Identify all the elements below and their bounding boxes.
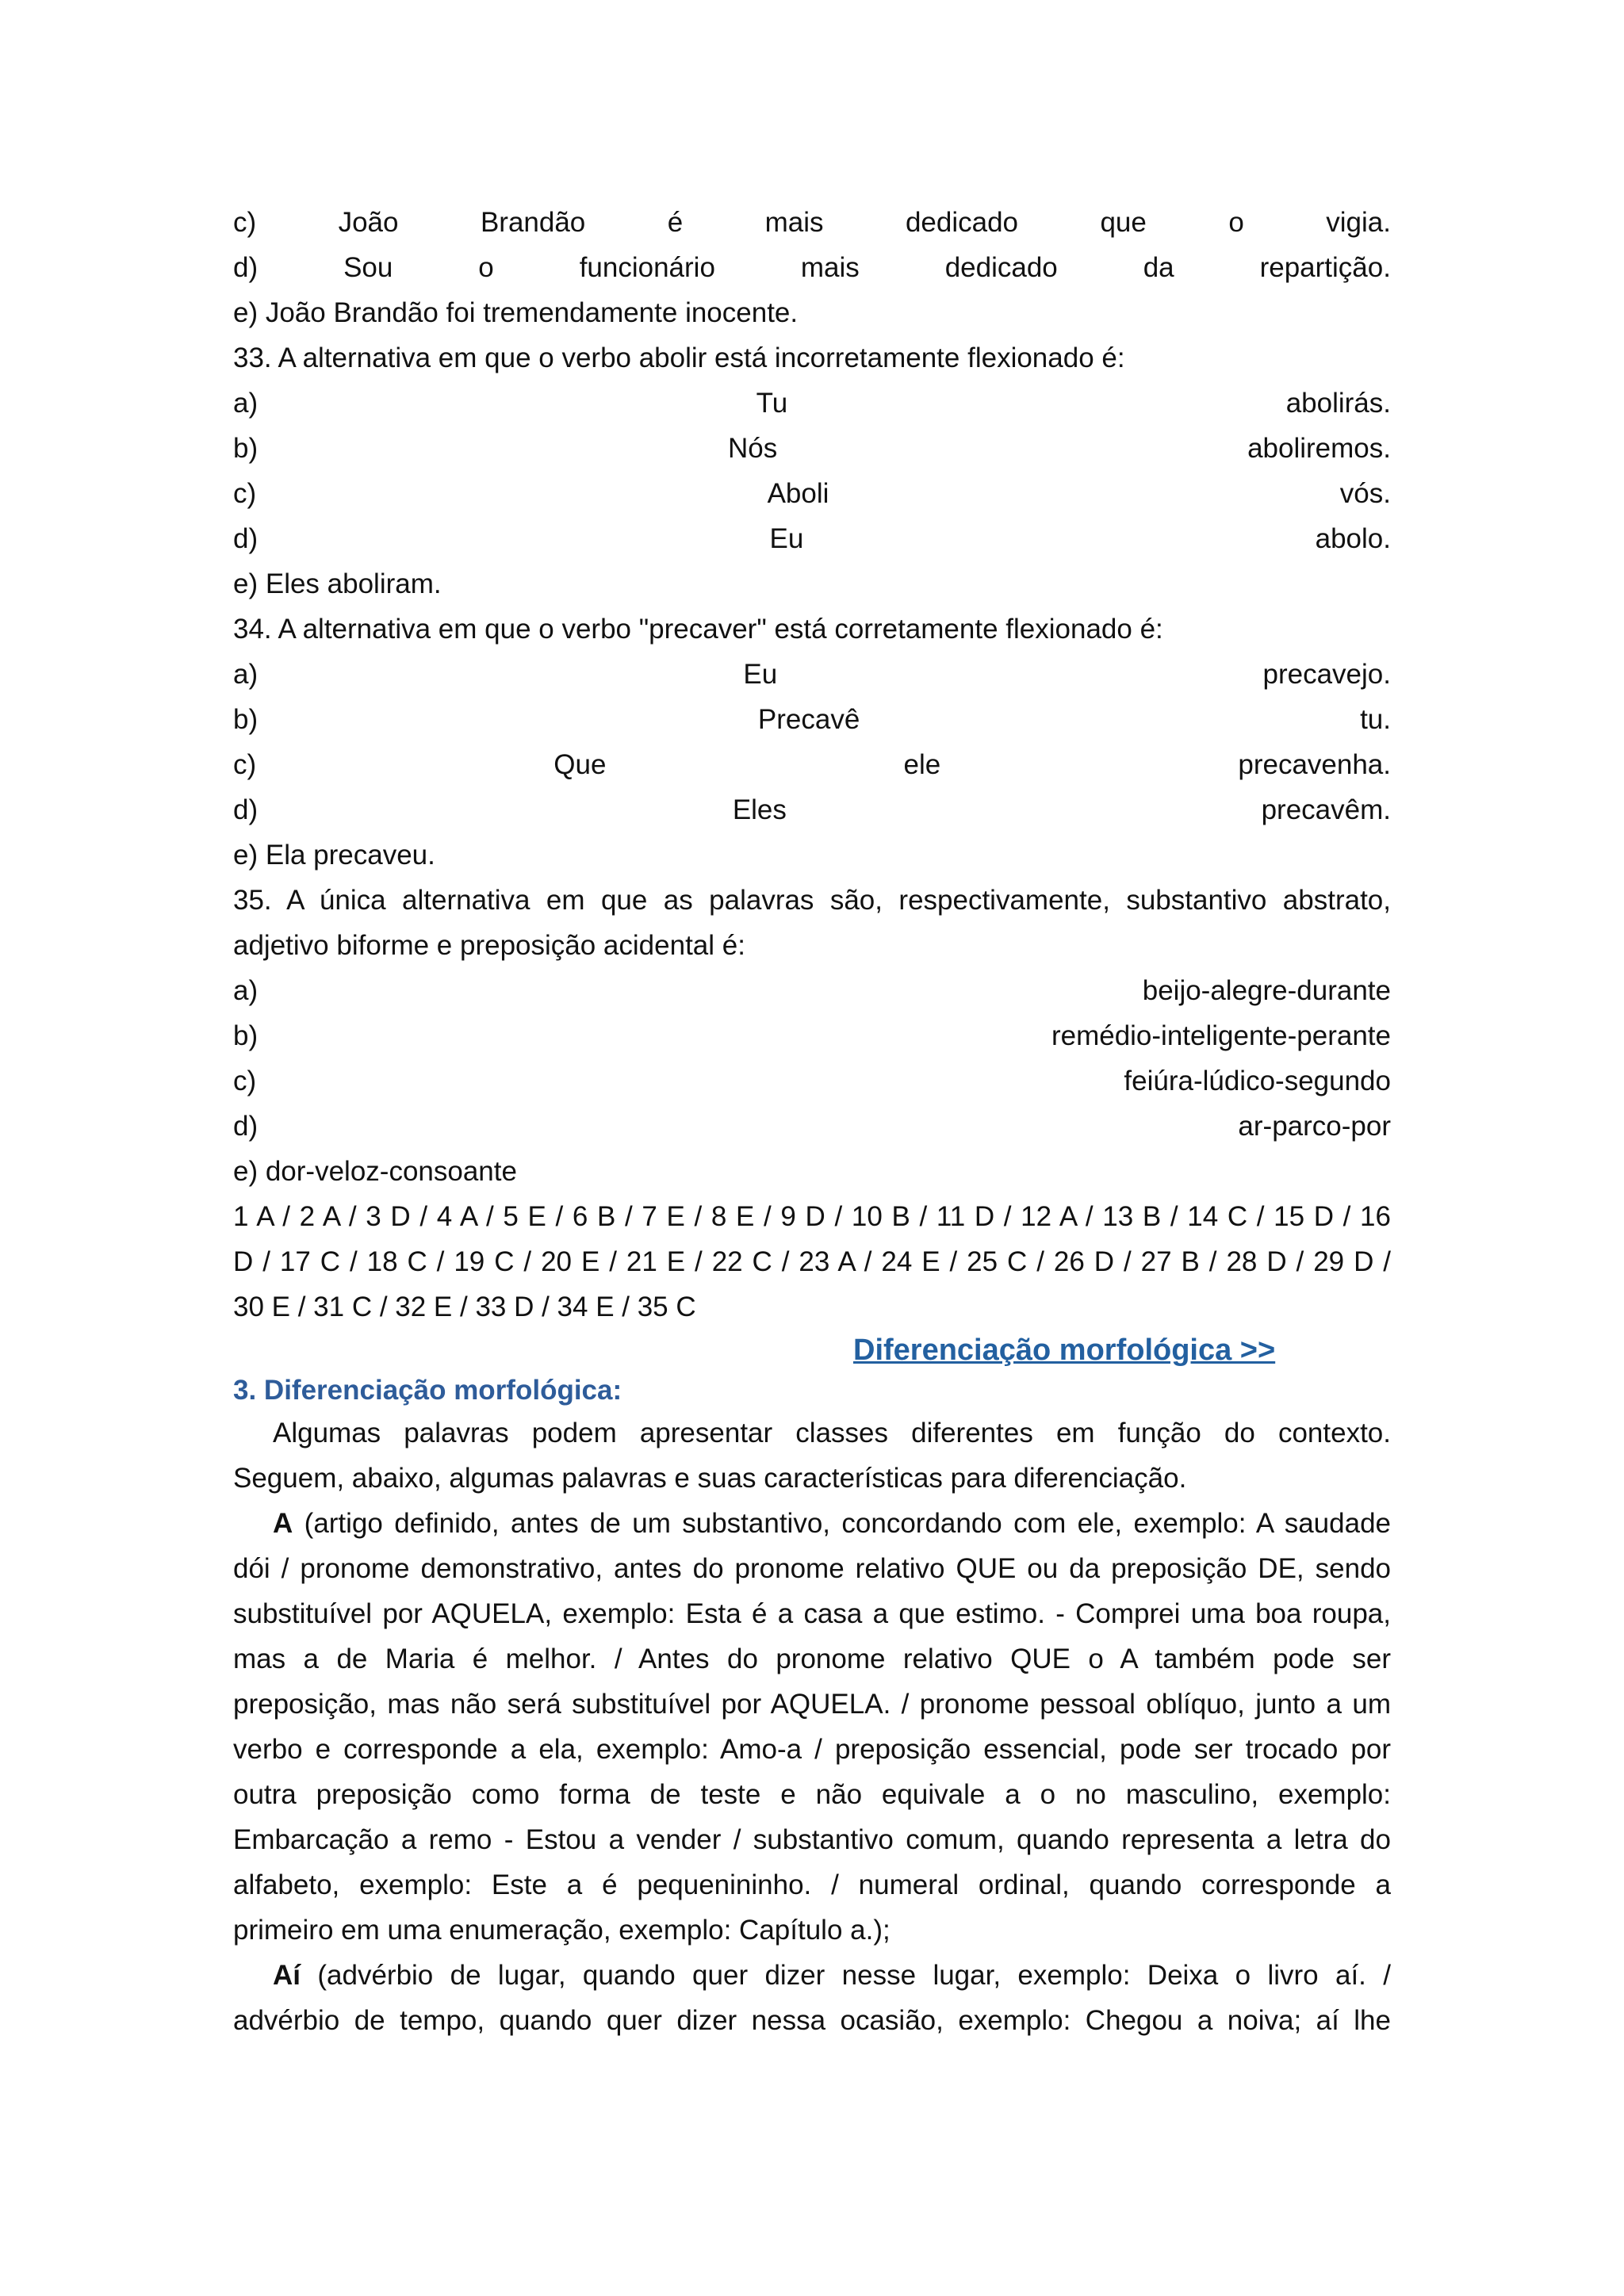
option-line <box>233 1058 1391 1104</box>
page-content <box>233 200 1391 2043</box>
diferenciacao-link[interactable]: Diferenciação morfológica >> <box>853 1334 1276 1367</box>
paragraph-line: advérbio de tempo, quando quer dizer nessa ocasião, exemplo: Chegou a noiva; aí lhe <box>233 2005 1391 2036</box>
option-word: d) <box>233 1111 259 1142</box>
option-line <box>233 787 1391 832</box>
paragraph-line: preposição, mas não será substituível por AQUELA. / pronome pessoal oblíquo, junto a um <box>233 1689 1391 1720</box>
option-word: Eles <box>732 794 787 825</box>
exercise-block <box>233 200 1391 1330</box>
option-word: a) <box>233 388 259 419</box>
text-line: 34. A alternativa em que o verbo "precaver" está corretamente flexionado é: <box>233 614 1163 645</box>
text-line: e) Ela precaveu. <box>233 840 435 871</box>
option-word: abolo. <box>1315 523 1391 554</box>
term-word: Aí <box>273 1960 301 1991</box>
paragraph-line: primeiro em uma enumeração, exemplo: Capítulo a.); <box>233 1915 891 1946</box>
option-word: Eu <box>743 659 778 690</box>
paragraph <box>233 1953 1391 2043</box>
paragraph-line: Seguem, abaixo, algumas palavras e suas características para diferenciação. <box>233 1463 1187 1494</box>
option-word: mais <box>764 207 824 238</box>
option-word: funcionário <box>579 252 715 283</box>
term-word: A <box>273 1508 293 1539</box>
option-line <box>233 968 1391 1013</box>
option-word: ele <box>903 749 941 780</box>
option-word: b) <box>233 704 259 735</box>
option-word: remédio-inteligente-perante <box>1051 1020 1391 1051</box>
section-title: 3. Diferenciação morfológica: <box>233 1375 622 1406</box>
option-word: que <box>1100 207 1147 238</box>
option-line <box>233 200 1391 245</box>
paragraph-line: substituível por AQUELA, exemplo: Esta é a casa a que estimo. - Comprei uma boa roupa, <box>233 1598 1391 1629</box>
option-line <box>233 652 1391 697</box>
option-line <box>233 471 1391 516</box>
option-word: abolirás. <box>1285 388 1391 419</box>
option-word: Tu <box>756 388 788 419</box>
option-word: é <box>667 207 684 238</box>
section-body <box>233 1410 1391 2043</box>
option-word: dedicado <box>944 252 1058 283</box>
option-word: b) <box>233 433 259 464</box>
text-line: 33. A alternativa em que o verbo abolir está incorretamente flexionado é: <box>233 342 1125 373</box>
option-word: Precavê <box>757 704 860 735</box>
option-word: feiúra-lúdico-segundo <box>1124 1066 1391 1096</box>
paragraph-line <box>233 1501 1391 1546</box>
option-line <box>233 1013 1391 1058</box>
option-line <box>233 697 1391 742</box>
option-word: o <box>1228 207 1244 238</box>
paragraph-line: verbo e corresponde a ela, exemplo: Amo-a / preposição essencial, pode ser trocado por <box>233 1734 1391 1765</box>
option-word: precavejo. <box>1262 659 1391 690</box>
option-word: repartição. <box>1259 252 1391 283</box>
option-word: dedicado <box>905 207 1019 238</box>
option-word: da <box>1143 252 1174 283</box>
option-word: Que <box>553 749 607 780</box>
option-word: Nós <box>727 433 778 464</box>
option-word: o <box>478 252 494 283</box>
option-word: d) <box>233 252 259 283</box>
option-line <box>233 245 1391 290</box>
paragraph-line: Embarcação a remo - Estou a vender / substantivo comum, quando representa a letra do <box>233 1824 1391 1855</box>
option-word: Eu <box>769 523 804 554</box>
option-word: Aboli <box>767 478 829 509</box>
option-word: d) <box>233 523 259 554</box>
paragraph-line: alfabeto, exemplo: Este a é pequenininho. / numeral ordinal, quando corresponde a <box>233 1869 1391 1900</box>
option-word: vigia. <box>1326 207 1391 238</box>
text-line: 35. A única alternativa em que as palavras são, respectivamente, substantivo abstrato, <box>233 885 1391 916</box>
option-word: a) <box>233 975 259 1006</box>
option-line <box>233 516 1391 561</box>
option-word: c) <box>233 1066 257 1096</box>
line-text: (artigo definido, antes de um substantivo, concordando com ele, exemplo: A saudade <box>293 1508 1391 1539</box>
option-word: a) <box>233 659 259 690</box>
option-word: ar-parco-por <box>1238 1111 1391 1142</box>
option-word: Brandão <box>480 207 586 238</box>
option-word: Sou <box>343 252 393 283</box>
option-word: tu. <box>1360 704 1391 735</box>
option-line <box>233 426 1391 471</box>
line-text: (advérbio de lugar, quando quer dizer nesse lugar, exemplo: Deixa o livro aí. / <box>301 1960 1391 1991</box>
paragraph-line: mas a de Maria é melhor. / Antes do pronome relativo QUE o A também pode ser <box>233 1644 1391 1674</box>
option-word: aboliremos. <box>1247 433 1391 464</box>
text-line: 1 A / 2 A / 3 D / 4 A / 5 E / 6 B / 7 E / 8 E / 9 D / 10 B / 11 D / 12 A / 13 B / 14 C / 15 D / 16 <box>233 1201 1391 1232</box>
paragraph-line <box>233 1953 1391 1998</box>
text-line: adjetivo biforme e preposição acidental é: <box>233 930 745 961</box>
option-word: vós. <box>1339 478 1391 509</box>
option-word: c) <box>233 478 257 509</box>
paragraph <box>233 1410 1391 1501</box>
paragraph <box>233 1501 1391 1953</box>
paragraph-line: Algumas palavras podem apresentar classes diferentes em função do contexto. <box>273 1418 1391 1448</box>
option-line <box>233 1104 1391 1149</box>
option-word: precavenha. <box>1238 749 1391 780</box>
option-word: precavêm. <box>1261 794 1391 825</box>
option-word: beijo-alegre-durante <box>1142 975 1391 1006</box>
option-line <box>233 381 1391 426</box>
option-word: c) <box>233 207 257 238</box>
option-line <box>233 742 1391 787</box>
option-word: c) <box>233 749 257 780</box>
option-word: d) <box>233 794 259 825</box>
text-line: D / 17 C / 18 C / 19 C / 20 E / 21 E / 22 C / 23 A / 24 E / 25 C / 26 D / 27 B / 28 D / 29 D / <box>233 1246 1391 1277</box>
option-word: mais <box>800 252 860 283</box>
option-word: b) <box>233 1020 259 1051</box>
paragraph-line: outra preposição como forma de teste e não equivale a o no masculino, exemplo: <box>233 1779 1391 1810</box>
text-line: e) João Brandão foi tremendamente inocente. <box>233 297 799 328</box>
text-line: e) Eles aboliram. <box>233 568 442 599</box>
text-line: 30 E / 31 C / 32 E / 33 D / 34 E / 35 C <box>233 1292 696 1322</box>
text-line: e) dor-veloz-consoante <box>233 1156 517 1187</box>
paragraph-line: dói / pronome demonstrativo, antes do pronome relativo QUE ou da preposição DE, sendo <box>233 1553 1391 1584</box>
option-word: João <box>338 207 399 238</box>
